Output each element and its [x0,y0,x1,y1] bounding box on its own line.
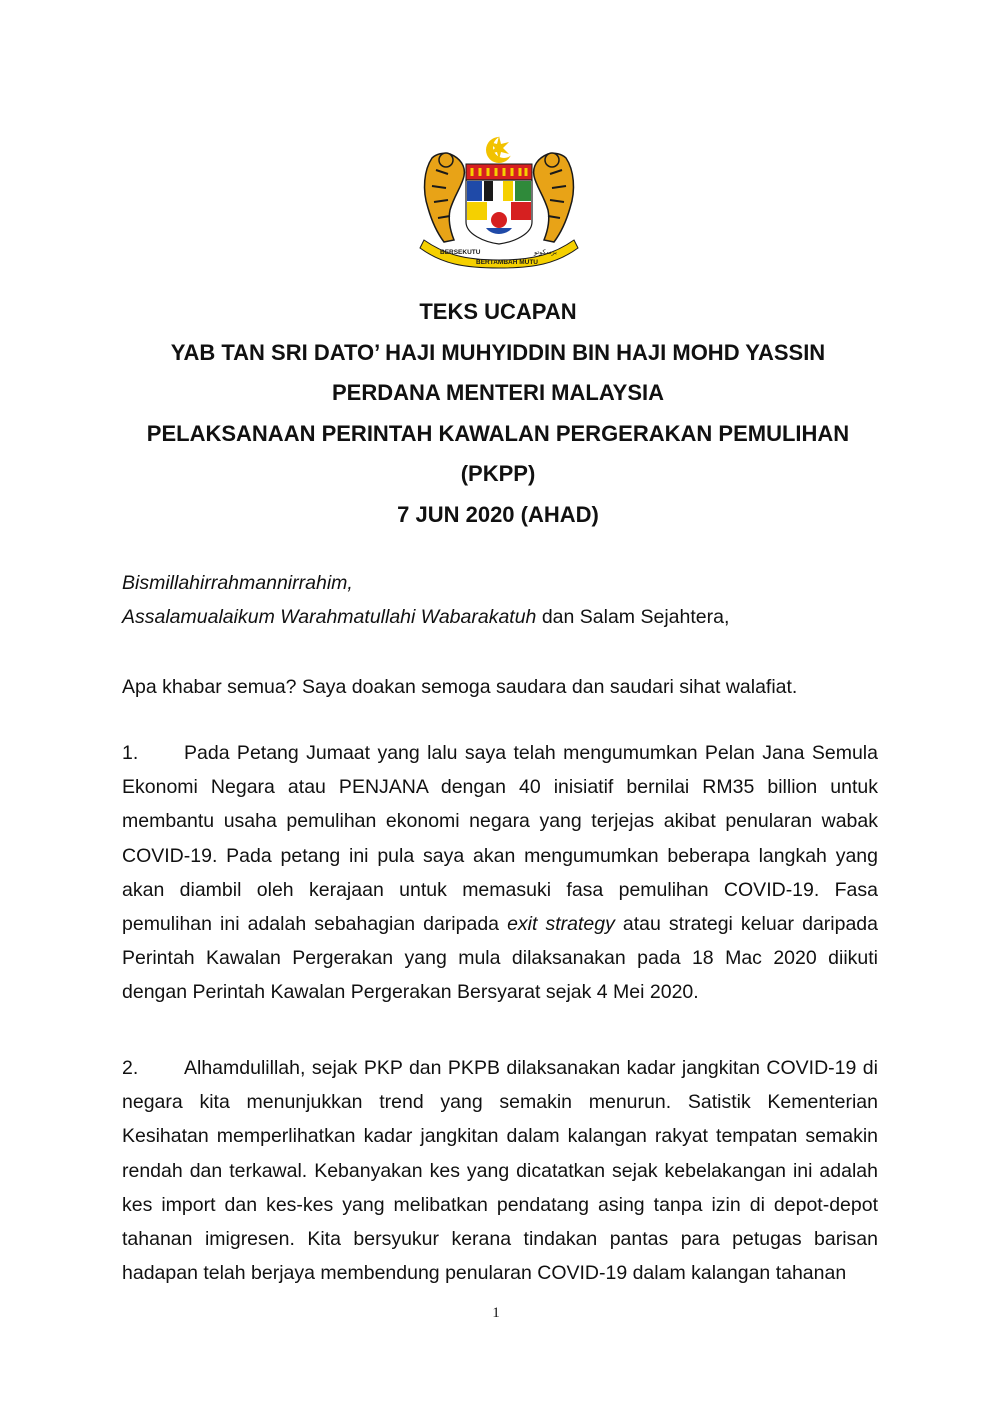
speaker-name: YAB TAN SRI DATO’ HAJI MUHYIDDIN BIN HAJI MOHD YASSIN [170,339,826,365]
salam-rest: dan Salam Sejahtera, [536,606,730,628]
right-tiger-icon [534,153,574,242]
bismillah-line: Bismillahirrahmannirrahim, [122,572,353,594]
paragraph-number: 2. [122,1057,139,1079]
speech-date: 7 JUN 2020 (AHAD) [397,501,599,527]
speech-subject-acronym: (PKPP) [460,461,536,486]
greeting-block [122,566,878,634]
left-tiger-icon [425,153,465,242]
motto-right-text: برسكوتو [534,248,557,256]
motto-bottom-text: BERTAMBAH MUTU [476,259,538,266]
paragraph-text: Alhamdulillah, sejak PKP dan PKPB dilaksanakan kadar jangkitan COVID-19 di negara kita menunjukkan trend yang semakin menurun. Satistik Kementerian Kesihatan memperlihatkan kadar jangkitan dalam kalangan rakyat tempatan semakin rendah dan terkawal. Kebanyakan kes yang dicatatkan sejak kebelakangan ini adalah kes import dan kes-kes yang melibatkan pendatang asing tanpa izin di depot-depot tahanan imigresen. Kita bersyukur kerana tindakan pantas para petugas barisan hadapan telah berjaya membendung penularan COVID-19 dalam kalangan tahanan [122,1057,878,1285]
speech-subject: PELAKSANAAN PERINTAH KAWALAN PERGERAKAN PEMULIHAN [146,420,850,446]
speaker-position: PERDANA MENTERI MALAYSIA [331,380,665,405]
paragraph-italic-term: exit strategy [507,913,615,936]
paragraph-2 [122,1051,878,1290]
salam-line [122,600,878,634]
paragraph-1 [122,736,878,1010]
opening-question: Apa khabar semua? Saya doakan semoga saudara dan saudari sihat walafiat. [122,676,798,698]
speech-title-block [100,292,896,535]
paragraph-text: Pada Petang Jumaat yang lalu saya telah mengumumkan Pelan Jana Semula Ekonomi Negara atau PENJANA dengan 40 inisiatif bernilai RM35 billion untuk membantu usaha pemulihan ekonomi negara yang terjejas akibat penularan wabak COVID-19. Pada petang ini pula saya akan mengumumkan beberapa langkah yang akan diambil oleh kerajaan untuk memasuki fasa pemulihan COVID-19. Fasa pemulihan ini adalah sebahagian daripada [122,742,878,936]
salam-italic: Assalamualaikum Warahmatullahi Wabarakatuh [122,606,537,628]
paragraph-text-continued: atau strategi keluar daripada Perintah Kawalan Pergerakan yang mula dilaksanakan pada 18 Mac 2020 diikuti dengan Perintah Kawalan Pergerakan Bersyarat sejak 4 Mei 2020. [122,913,878,1004]
shield-icon [466,164,532,244]
paragraph-number: 1. [122,742,139,764]
motto-left-text: BERSEKUTU [440,249,481,256]
coat-of-arms-emblem [414,130,584,270]
page-number: 1 [492,1305,500,1321]
crescent-star-icon [486,136,515,163]
title-heading: TEKS UCAPAN [419,299,577,324]
